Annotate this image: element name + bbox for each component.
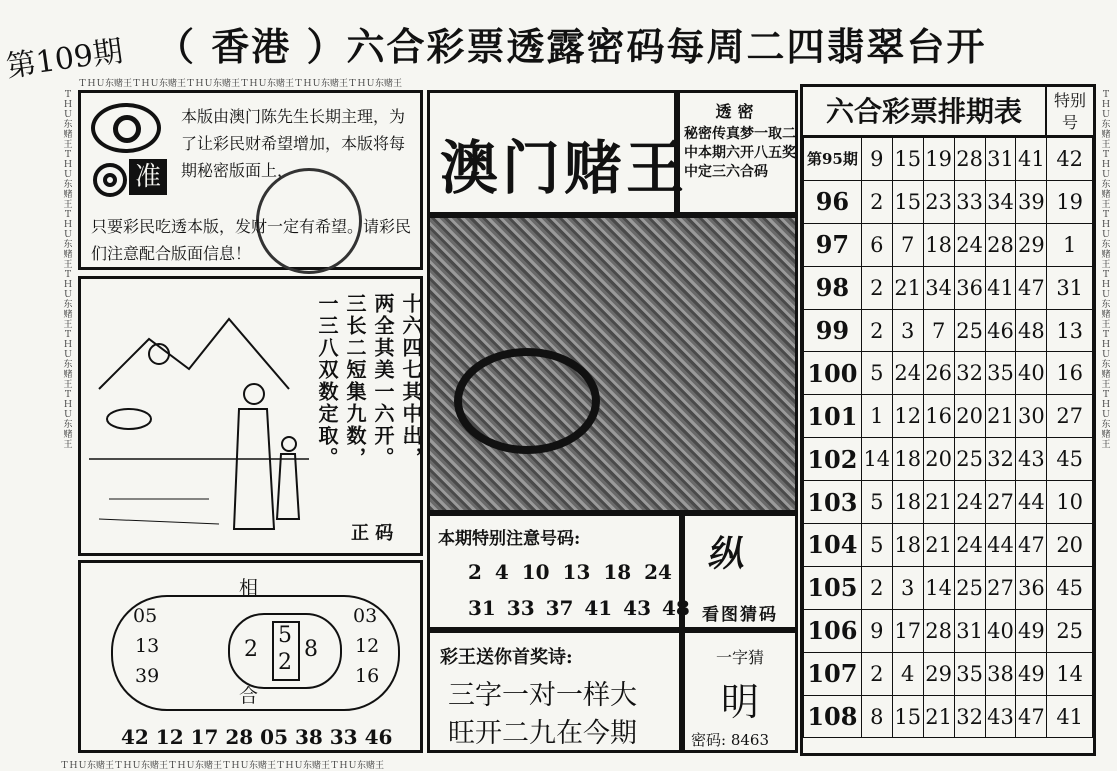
number-cell: 7 [923, 309, 954, 352]
prize-poem-line-2: 旺开二九在今期 [448, 718, 637, 749]
special-row-2: 31 33 37 41 43 48 [468, 596, 690, 620]
number-cell: 30 [1016, 395, 1047, 438]
special-numbers-panel [427, 513, 690, 630]
oval-top-label: 相 [239, 577, 259, 599]
number-cell: 5 [861, 524, 892, 567]
number-cell: 24 [892, 352, 923, 395]
center-bottom: 2 [278, 650, 292, 675]
special-cell: 41 [1047, 695, 1093, 738]
number-cell: 24 [954, 481, 985, 524]
number-cell: 27 [985, 566, 1016, 609]
password: 密码: 8463 [691, 731, 769, 749]
number-cell: 49 [1016, 652, 1047, 695]
schedule-title: 六合彩票排期表 [803, 87, 1047, 137]
poem-panel [78, 276, 423, 556]
special-cell: 42 [1047, 138, 1093, 181]
table-row [804, 652, 1093, 695]
number-cell: 20 [954, 395, 985, 438]
special-row-1: 2 4 10 13 18 24 [468, 560, 672, 584]
oval-right-2: 12 [355, 635, 380, 657]
table-row [804, 695, 1093, 738]
table-row [804, 438, 1093, 481]
number-cell: 40 [985, 609, 1016, 652]
table-row [804, 609, 1093, 652]
landscape-illustration [89, 299, 319, 549]
number-cell: 29 [1016, 223, 1047, 266]
number-cell: 35 [954, 652, 985, 695]
center-left: 2 [244, 637, 258, 662]
number-cell: 9 [861, 138, 892, 181]
picture-guess-caption: 看图猜码 [702, 605, 778, 625]
number-cell: 36 [1016, 566, 1047, 609]
number-cell: 46 [985, 309, 1016, 352]
period-cell: 102 [804, 438, 862, 481]
special-cell: 1 [1047, 223, 1093, 266]
number-cell: 21 [923, 524, 954, 567]
number-cell: 47 [1016, 695, 1047, 738]
number-cell: 6 [861, 223, 892, 266]
period-cell: 108 [804, 695, 862, 738]
right-border-text: ＴＨＵ东赌王ＴＨＵ东赌王ＴＨＵ东赌王ＴＨＵ东赌王ＴＨＵ东赌王ＴＨＵ东赌王 [1101, 90, 1111, 450]
period-cell: 105 [804, 566, 862, 609]
number-cell: 24 [954, 524, 985, 567]
number-cell: 26 [923, 352, 954, 395]
center-top: 5 [278, 623, 292, 648]
oval-left-1: 05 [133, 605, 158, 627]
word-guess-heading: 一字猜 [715, 648, 764, 667]
table-row [804, 524, 1093, 567]
number-cell: 18 [923, 223, 954, 266]
top-border-text: ＴＨＵ东赌王ＴＨＵ东赌王ＴＨＵ东赌王ＴＨＵ东赌王ＴＨＵ东赌王ＴＨＵ东赌王 [78, 79, 403, 89]
period-cell: 98 [804, 266, 862, 309]
number-cell: 17 [892, 609, 923, 652]
number-cell: 21 [985, 395, 1016, 438]
number-cell: 18 [892, 481, 923, 524]
bottom-border-text: ＴＨＵ东赌王ＴＨＵ东赌王ＴＨＵ东赌王ＴＨＵ东赌王ＴＨＵ东赌王ＴＨＵ东赌王 [60, 761, 385, 771]
eye-icon [91, 103, 161, 153]
special-cell: 25 [1047, 609, 1093, 652]
special-cell: 20 [1047, 524, 1093, 567]
number-cell: 34 [923, 266, 954, 309]
intro-text: 本版由澳门陈先生长期主理，为了让彩民财希望增加，本版将每期秘密版面上， [181, 107, 406, 180]
table-row [804, 223, 1093, 266]
special-cell: 45 [1047, 566, 1093, 609]
number-cell: 43 [985, 695, 1016, 738]
number-cell: 49 [1016, 609, 1047, 652]
number-cell: 25 [954, 309, 985, 352]
prize-poem-heading: 彩王送你首奖诗: [440, 647, 573, 668]
number-cell: 43 [1016, 438, 1047, 481]
number-cell: 7 [892, 223, 923, 266]
number-cell: 47 [1016, 266, 1047, 309]
special-cell: 27 [1047, 395, 1093, 438]
oval-left-2: 13 [135, 635, 160, 657]
number-cell: 25 [954, 438, 985, 481]
center-right: 8 [304, 637, 318, 662]
oval-bottom-label: 合 [239, 685, 259, 707]
picture-mark: 纵 [705, 533, 750, 575]
number-cell: 4 [892, 652, 923, 695]
issue-number: 第109期 [4, 33, 126, 85]
special-cell: 45 [1047, 438, 1093, 481]
schedule-table [803, 137, 1093, 738]
intro-panel [78, 90, 423, 270]
center-box [272, 621, 300, 681]
special-heading: 本期特别注意号码: [438, 529, 581, 549]
zhun-badge: 准 [129, 159, 167, 195]
number-cell: 2 [861, 652, 892, 695]
number-cell: 28 [923, 609, 954, 652]
table-row [804, 266, 1093, 309]
number-cell: 29 [923, 652, 954, 695]
number-cell: 44 [985, 524, 1016, 567]
poem-line-1: 十六四七其中出， [399, 293, 423, 469]
number-cell: 2 [861, 180, 892, 223]
number-cell: 12 [892, 395, 923, 438]
number-cell: 44 [1016, 481, 1047, 524]
period-cell: 106 [804, 609, 862, 652]
oval-right-1: 03 [353, 605, 378, 627]
secret-heading: 透密 [715, 102, 760, 121]
inner-oval [228, 613, 342, 689]
intro-text-last: 只要彩民吃透本版，发财一定有希望。请彩民们注意配合版面信息！ [91, 217, 412, 263]
number-cell: 16 [923, 395, 954, 438]
number-cell: 24 [954, 223, 985, 266]
left-border-text: ＴＨＵ东赌王ＴＨＵ东赌王ＴＨＵ东赌王ＴＨＵ东赌王ＴＨＵ东赌王ＴＨＵ东赌王 [63, 90, 73, 450]
table-row [804, 352, 1093, 395]
number-cell: 32 [985, 438, 1016, 481]
special-cell: 19 [1047, 180, 1093, 223]
number-cell: 41 [1016, 138, 1047, 181]
special-number-header: 特别号 [1047, 87, 1093, 137]
number-cell: 31 [954, 609, 985, 652]
oval-panel [78, 560, 423, 753]
special-cell: 10 [1047, 481, 1093, 524]
period-cell: 96 [804, 180, 862, 223]
zhengma-label: 正 码 [351, 523, 394, 544]
word-guess-word: 明 [720, 680, 759, 724]
number-cell: 2 [861, 266, 892, 309]
period-cell: 104 [804, 524, 862, 567]
number-cell: 1 [861, 395, 892, 438]
number-cell: 2 [861, 566, 892, 609]
period-cell: 103 [804, 481, 862, 524]
wang-title: 澳门赌王 [440, 134, 689, 202]
number-cell: 35 [985, 352, 1016, 395]
number-cell: 14 [861, 438, 892, 481]
special-cell: 14 [1047, 652, 1093, 695]
wang-title-panel [427, 90, 689, 215]
table-row [804, 395, 1093, 438]
prize-poem-line-1: 三字一对一样大 [448, 680, 637, 711]
oval-right-3: 16 [355, 665, 380, 687]
table-row [804, 180, 1093, 223]
special-cell: 13 [1047, 309, 1093, 352]
number-cell: 32 [954, 352, 985, 395]
period-cell: 101 [804, 395, 862, 438]
number-cell: 3 [892, 566, 923, 609]
number-cell: 28 [954, 138, 985, 181]
number-cell: 5 [861, 352, 892, 395]
target-icon [93, 163, 127, 197]
page-title: （ 香港 ）六合彩票透露密码每周二四翡翠台开 [156, 24, 987, 69]
special-cell: 31 [1047, 266, 1093, 309]
number-cell: 31 [985, 138, 1016, 181]
bottom-numbers: 42 12 17 28 05 38 33 46 [121, 725, 393, 749]
number-cell: 33 [954, 180, 985, 223]
number-cell: 8 [861, 695, 892, 738]
special-cell: 16 [1047, 352, 1093, 395]
number-cell: 15 [892, 180, 923, 223]
number-cell: 14 [923, 566, 954, 609]
number-cell: 20 [923, 438, 954, 481]
table-row [804, 309, 1093, 352]
number-cell: 21 [923, 695, 954, 738]
number-cell: 18 [892, 438, 923, 481]
secret-panel [677, 90, 798, 215]
number-cell: 38 [985, 652, 1016, 695]
poem-line-3: 三长二短集九数， [343, 293, 367, 469]
period-cell: 97 [804, 223, 862, 266]
photo-ring-mark [454, 348, 600, 454]
secret-body: 秘密传真梦一取二中本期六开八五奖中定三六合码 [684, 126, 796, 180]
number-cell: 41 [985, 266, 1016, 309]
word-guess-panel [682, 630, 798, 753]
number-cell: 27 [985, 481, 1016, 524]
prize-poem-panel [427, 630, 682, 753]
number-cell: 39 [1016, 180, 1047, 223]
period-cell: 第95期 [804, 138, 862, 181]
period-cell: 99 [804, 309, 862, 352]
table-row [804, 566, 1093, 609]
poem-line-2: 两全其美一六开。 [371, 293, 395, 469]
oval-left-3: 39 [135, 665, 160, 687]
schedule-panel [800, 84, 1096, 756]
number-cell: 5 [861, 481, 892, 524]
number-cell: 40 [1016, 352, 1047, 395]
number-cell: 15 [892, 695, 923, 738]
number-cell: 2 [861, 309, 892, 352]
number-cell: 21 [892, 266, 923, 309]
number-cell: 47 [1016, 524, 1047, 567]
halftone-photo [427, 215, 798, 513]
picture-guess-panel [682, 513, 798, 630]
number-cell: 9 [861, 609, 892, 652]
period-cell: 107 [804, 652, 862, 695]
number-cell: 23 [923, 180, 954, 223]
number-cell: 28 [985, 223, 1016, 266]
number-cell: 36 [954, 266, 985, 309]
period-cell: 100 [804, 352, 862, 395]
poem-line-4: 一三八双数定取。 [315, 293, 339, 469]
number-cell: 48 [1016, 309, 1047, 352]
number-cell: 21 [923, 481, 954, 524]
number-cell: 25 [954, 566, 985, 609]
number-cell: 19 [923, 138, 954, 181]
number-cell: 3 [892, 309, 923, 352]
number-cell: 32 [954, 695, 985, 738]
number-cell: 15 [892, 138, 923, 181]
number-cell: 18 [892, 524, 923, 567]
number-cell: 34 [985, 180, 1016, 223]
table-row [804, 138, 1093, 181]
table-row [804, 481, 1093, 524]
